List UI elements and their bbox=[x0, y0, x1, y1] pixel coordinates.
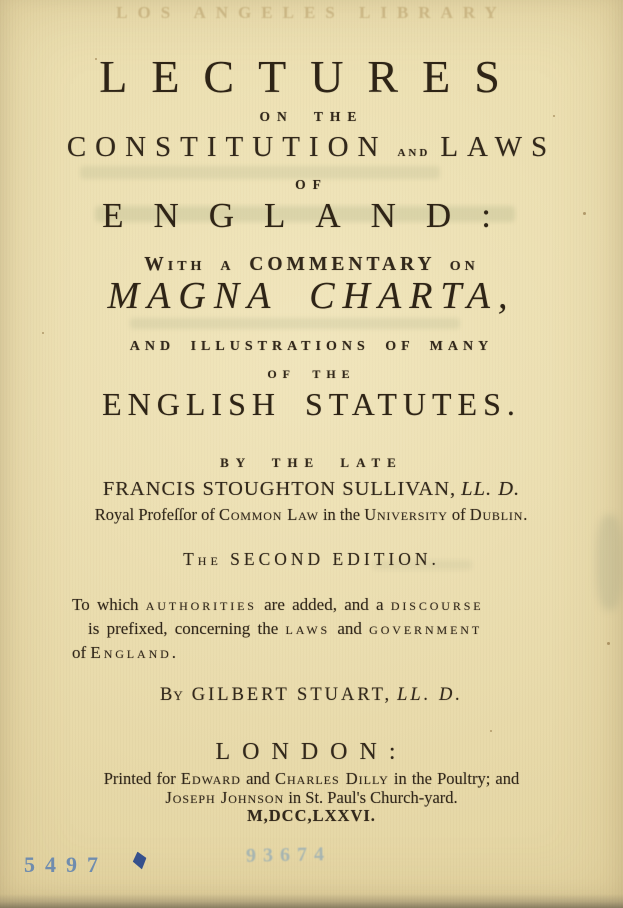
page-bottom-edge bbox=[0, 894, 623, 908]
note-authorities: authorities bbox=[145, 595, 257, 614]
subtitle-commentary: With a COMMENTARY on bbox=[144, 254, 479, 275]
editor-by: By bbox=[160, 685, 184, 705]
note-segment: and bbox=[330, 619, 370, 638]
title-and: and bbox=[397, 144, 431, 160]
author-degree: LL. D. bbox=[461, 478, 521, 500]
editor-degree: LL. D. bbox=[397, 685, 463, 705]
note-laws: laws bbox=[285, 619, 331, 638]
imprint-segment: and bbox=[240, 769, 276, 788]
imprint-edward: Edward bbox=[180, 769, 241, 788]
foxing-speck bbox=[553, 115, 555, 117]
imprint-joseph-johnson: Joseph Johnson bbox=[165, 788, 285, 807]
author-name-line bbox=[0, 479, 623, 500]
foxing-speck bbox=[607, 642, 610, 645]
subtitle-illustrations: AND ILLUSTRATIONS OF MANY bbox=[129, 339, 494, 354]
title-of: OF bbox=[295, 177, 328, 192]
foxing-speck bbox=[583, 212, 586, 215]
title-on-the: ON THE bbox=[259, 109, 364, 124]
note-segment: of bbox=[72, 643, 91, 662]
subtitle-of-the: OF THE bbox=[267, 367, 356, 381]
edition-line bbox=[0, 551, 623, 569]
note-discourse: discourse bbox=[390, 595, 484, 614]
foxing-speck bbox=[42, 332, 44, 334]
imprint-segment: in the Poultry; and bbox=[388, 769, 520, 788]
book-title: LECTURES bbox=[99, 51, 524, 102]
perforation-stamp: LOS ANGELES LIBRARY bbox=[116, 3, 507, 22]
subtitle-magna-charta: MAGNA CHARTA, bbox=[107, 275, 516, 317]
foxing-speck bbox=[95, 58, 97, 60]
title-england: ENGLAND: bbox=[102, 196, 521, 235]
stamp-accession-left: 5497 bbox=[24, 852, 108, 877]
byline-late: BY THE LATE bbox=[220, 455, 403, 470]
affiliation-segment: of bbox=[447, 505, 470, 524]
affiliation-segment: Royal Profeſſor of bbox=[94, 505, 219, 524]
affiliation-university: University bbox=[364, 505, 448, 524]
note-segment: are added, and a bbox=[256, 595, 391, 614]
editor-name: GILBERT STUART, bbox=[191, 685, 393, 705]
note-line-2 bbox=[88, 620, 482, 637]
author-affiliation bbox=[0, 507, 623, 524]
affiliation-segment: in the bbox=[318, 505, 365, 524]
ink-blot bbox=[132, 851, 147, 870]
imprint-line-2 bbox=[0, 790, 623, 807]
note-line-1 bbox=[72, 596, 484, 613]
imprint-date: M,DCC,LXXVI. bbox=[247, 806, 376, 825]
edition-the: The bbox=[183, 549, 231, 569]
note-line-3 bbox=[72, 644, 179, 661]
affiliation-dublin: Dublin. bbox=[469, 505, 529, 524]
note-england: England. bbox=[90, 643, 179, 662]
imprint-city: LONDON: bbox=[215, 739, 408, 765]
subtitle-english-statutes: ENGLISH STATUTES. bbox=[102, 386, 521, 422]
show-through-smudge bbox=[130, 318, 460, 329]
title-subject-line bbox=[0, 133, 623, 162]
imprint-line-1 bbox=[0, 771, 623, 788]
note-government: government bbox=[369, 619, 483, 638]
note-segment: is prefixed, concerning the bbox=[88, 619, 286, 638]
title-laws: LAWS bbox=[440, 131, 557, 163]
stamp-accession-center: 93674 bbox=[245, 843, 332, 867]
edition-text: SECOND EDITION. bbox=[230, 549, 440, 569]
editor-line bbox=[0, 686, 623, 705]
imprint-segment: Printed for bbox=[103, 769, 181, 788]
foxing-speck bbox=[490, 730, 492, 732]
imprint-charles-dilly: Charles Dilly bbox=[275, 769, 389, 788]
title-constitution: CONSTITUTION bbox=[66, 131, 388, 163]
author-name: FRANCIS STOUGHTON SULLIVAN, bbox=[102, 478, 457, 500]
note-segment: To which bbox=[72, 595, 146, 614]
imprint-segment: in St. Paul's Church-yard. bbox=[284, 788, 458, 807]
affiliation-common-law: Common Law bbox=[218, 505, 319, 524]
